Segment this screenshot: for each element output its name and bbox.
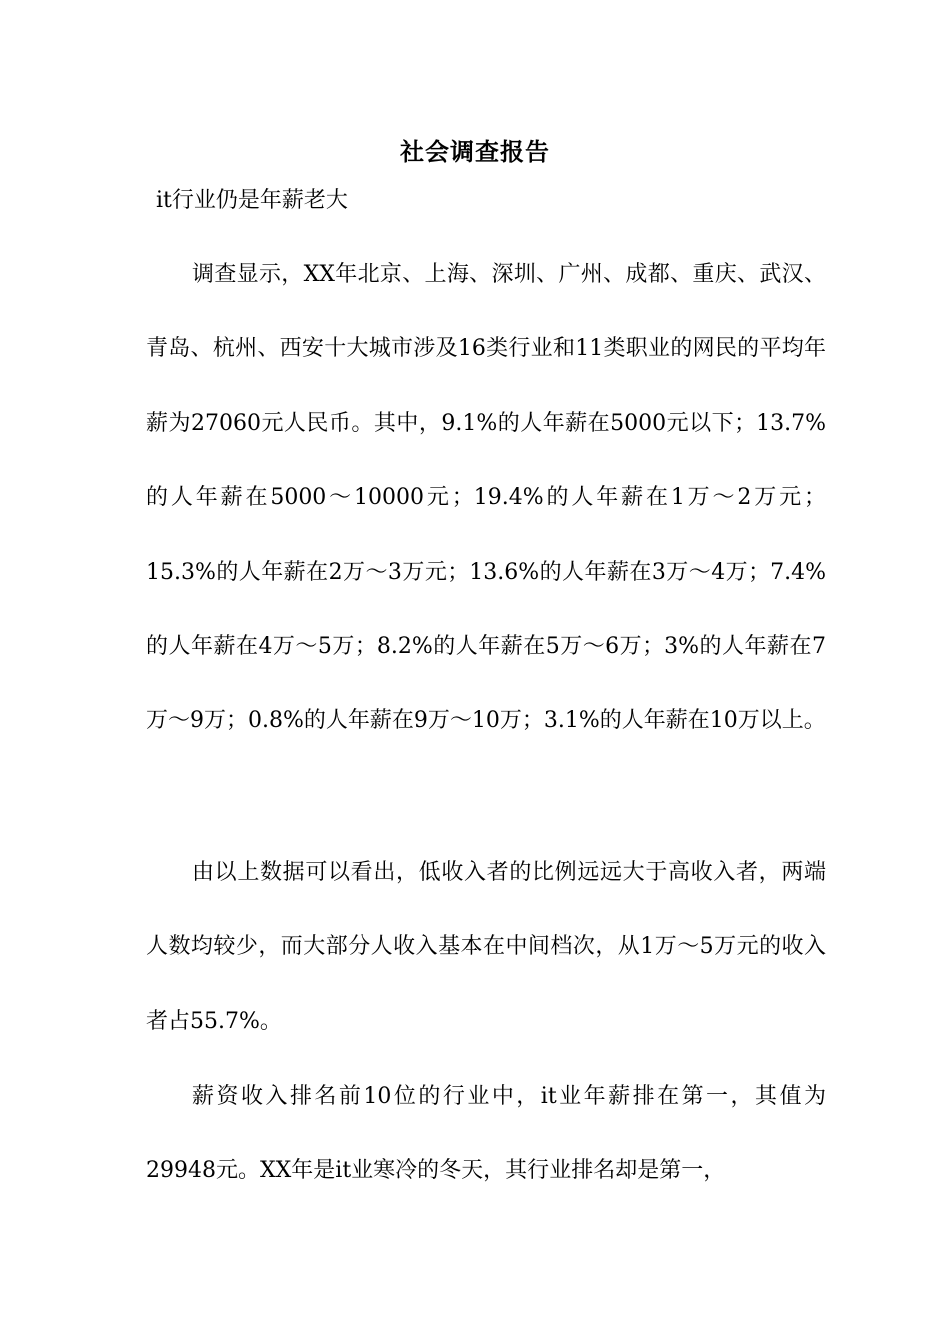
paragraph-salary-survey: 调查显示，XX年北京、上海、深圳、广州、成都、重庆、武汉、青岛、杭州、西安十大城市涉及16类行业和11类职业的网民的平均年薪为27060元人民币。其中，9.1%的人年薪在5000元以下；13.7%的人年薪在5000～10000元；19.4%的人年薪在1万～2万元；15.3%的人年薪在2万～3万元；13.6%的人年薪在3万～4万；7.4%的人年薪在4万～5万；8.2%的人年薪在5万～6万；3%的人年薪在7万～9万；0.8%的人年薪在9万～10万；3.1%的人年薪在10万以上。 (146, 262, 826, 734)
document-subtitle: it行业仍是年薪老大 (156, 188, 348, 213)
paragraph-income-distribution: 由以上数据可以看出，低收入者的比例远远大于高收入者，两端人数均较少，而大部分人收入基本在中间档次，从1万～5万元的收入者占55.7%。 (146, 860, 826, 1034)
paragraph-industry-ranking: 薪资收入排名前10位的行业中，it业年薪排在第一，其值为29948元。XX年是it业寒冷的冬天，其行业排名却是第一， (146, 1084, 826, 1184)
document-title: 社会调查报告 (400, 138, 550, 166)
